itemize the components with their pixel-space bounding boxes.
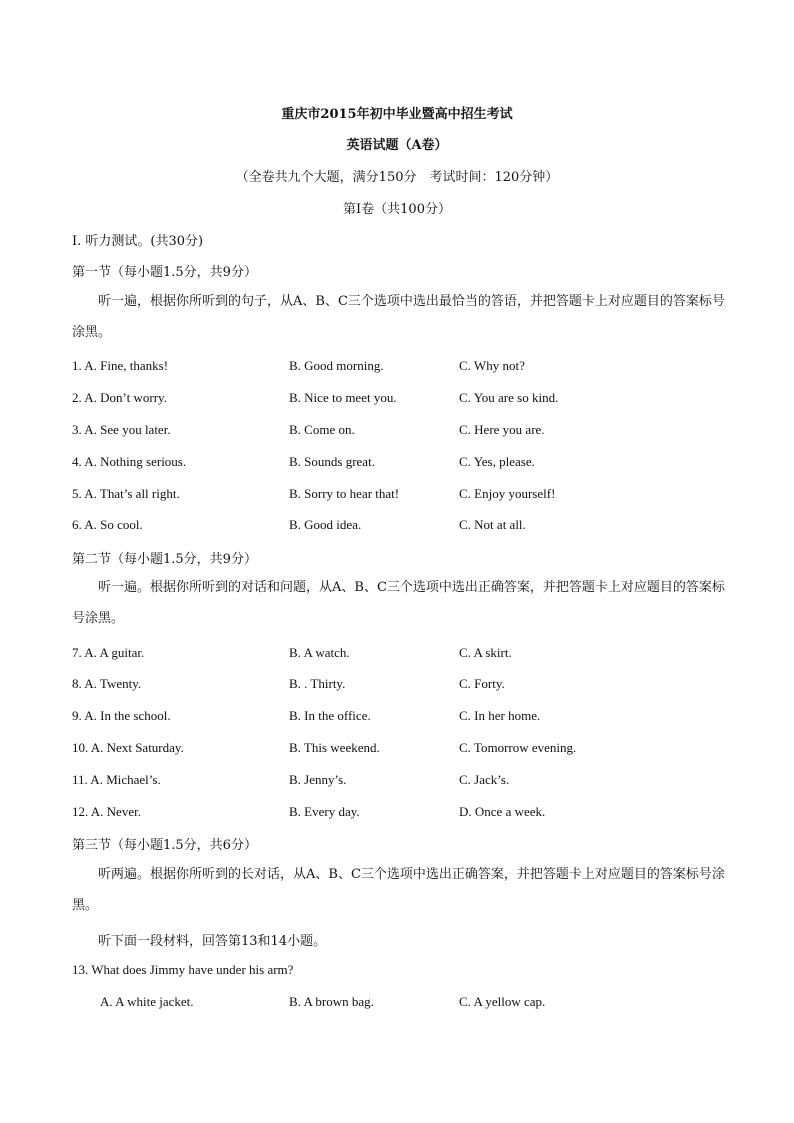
- option-b: B. A watch.: [289, 645, 350, 660]
- option-c: C. A skirt.: [459, 645, 512, 660]
- option-a: 11. A. Michael’s.: [72, 772, 161, 787]
- material-note: 听下面一段材料，回答第13和14小题。: [98, 934, 327, 949]
- question-row: [72, 358, 722, 376]
- option-b: B. . Thirty.: [289, 676, 346, 691]
- section3-heading: 第三节（每小题1.5分，共6分）: [72, 838, 257, 853]
- option-c: C. Tomorrow evening.: [459, 740, 577, 755]
- option-a: 1. A. Fine, thanks!: [72, 358, 169, 373]
- question-row: [72, 390, 722, 408]
- question-stem: [72, 962, 722, 980]
- option-c: C. Forty.: [459, 676, 505, 691]
- option-b: B. Come on.: [289, 422, 355, 437]
- option-d: D. Once a week.: [459, 804, 546, 819]
- question-row: [72, 740, 722, 758]
- option-a: 10. A. Next Saturday.: [72, 740, 184, 755]
- option-a: 3. A. See you later.: [72, 422, 171, 437]
- option-a: 5. A. That’s all right.: [72, 486, 180, 501]
- option-b: B. Good morning.: [289, 358, 384, 373]
- option-b: B. Jenny’s.: [289, 772, 347, 787]
- option-a: 8. A. Twenty.: [72, 676, 142, 691]
- option-b: B. Every day.: [289, 804, 360, 819]
- option-c: C. Here you are.: [459, 422, 545, 437]
- option-a: 12. A. Never.: [72, 804, 141, 819]
- option-c: C. A yellow cap.: [459, 994, 546, 1009]
- option-a: 4. A. Nothing serious.: [72, 454, 187, 469]
- option-c: C. In her home.: [459, 708, 541, 723]
- option-a: A. A white jacket.: [100, 994, 194, 1009]
- question-row: [72, 645, 722, 663]
- option-c: C. Yes, please.: [459, 454, 535, 469]
- option-c: C. Enjoy yourself!: [459, 486, 556, 501]
- option-a: 7. A. A guitar.: [72, 645, 145, 660]
- option-b: B. Sorry to hear that!: [289, 486, 400, 501]
- section2-instruction: 听一遍。根据你所听到的对话和问题，从A、B、C三个选项中选出正确答案，并把答题卡上对应题目的答案标号涂黑。: [72, 580, 725, 626]
- question-row: [72, 708, 722, 726]
- option-b: B. This weekend.: [289, 740, 380, 755]
- option-c: C. You are so kind.: [459, 390, 559, 405]
- question-row: [72, 676, 722, 694]
- option-a: 6. A. So cool.: [72, 517, 143, 532]
- exam-note: （全卷共九个大题，满分150分 考试时间：120分钟）: [235, 170, 559, 185]
- option-c: C. Jack’s.: [459, 772, 510, 787]
- paper-subtitle: 英语试题（A卷）: [346, 138, 448, 153]
- option-b: B. Nice to meet you.: [289, 390, 397, 405]
- question-13-stem: 13. What does Jimmy have under his arm?: [72, 962, 294, 977]
- option-a: 2. A. Don’t worry.: [72, 390, 167, 405]
- part1-heading: I. 听力测试。(共30分): [72, 234, 204, 249]
- section3-instruction: 听两遍。根据你所听到的长对话，从A、B、C三个选项中选出正确答案，并把答题卡上对应题目的答案标号涂黑。: [72, 867, 725, 913]
- question-row: [72, 804, 722, 822]
- option-a: 9. A. In the school.: [72, 708, 171, 723]
- exam-title: 重庆市2015年初中毕业暨高中招生考试: [281, 107, 513, 122]
- option-b: B. Sounds great.: [289, 454, 375, 469]
- section1-instruction: 听一遍，根据你所听到的句子，从A、B、C三个选项中选出最恰当的答语，并把答题卡上对应题目的答案标号涂黑。: [72, 294, 725, 340]
- option-c: C. Not at all.: [459, 517, 526, 532]
- option-b: B. A brown bag.: [289, 994, 374, 1009]
- option-c: C. Why not?: [459, 358, 525, 373]
- section2-heading: 第二节（每小题1.5分，共9分）: [72, 552, 257, 567]
- question-row: [72, 422, 722, 440]
- option-b: B. In the office.: [289, 708, 371, 723]
- volume-heading: 第I卷（共100分）: [343, 202, 451, 217]
- option-b: B. Good idea.: [289, 517, 362, 532]
- question-row: [72, 772, 722, 790]
- question-row: [100, 994, 720, 1012]
- section1-heading: 第一节（每小题1.5分，共9分）: [72, 265, 257, 280]
- question-row: [72, 517, 722, 535]
- question-row: [72, 454, 722, 472]
- question-row: [72, 486, 722, 504]
